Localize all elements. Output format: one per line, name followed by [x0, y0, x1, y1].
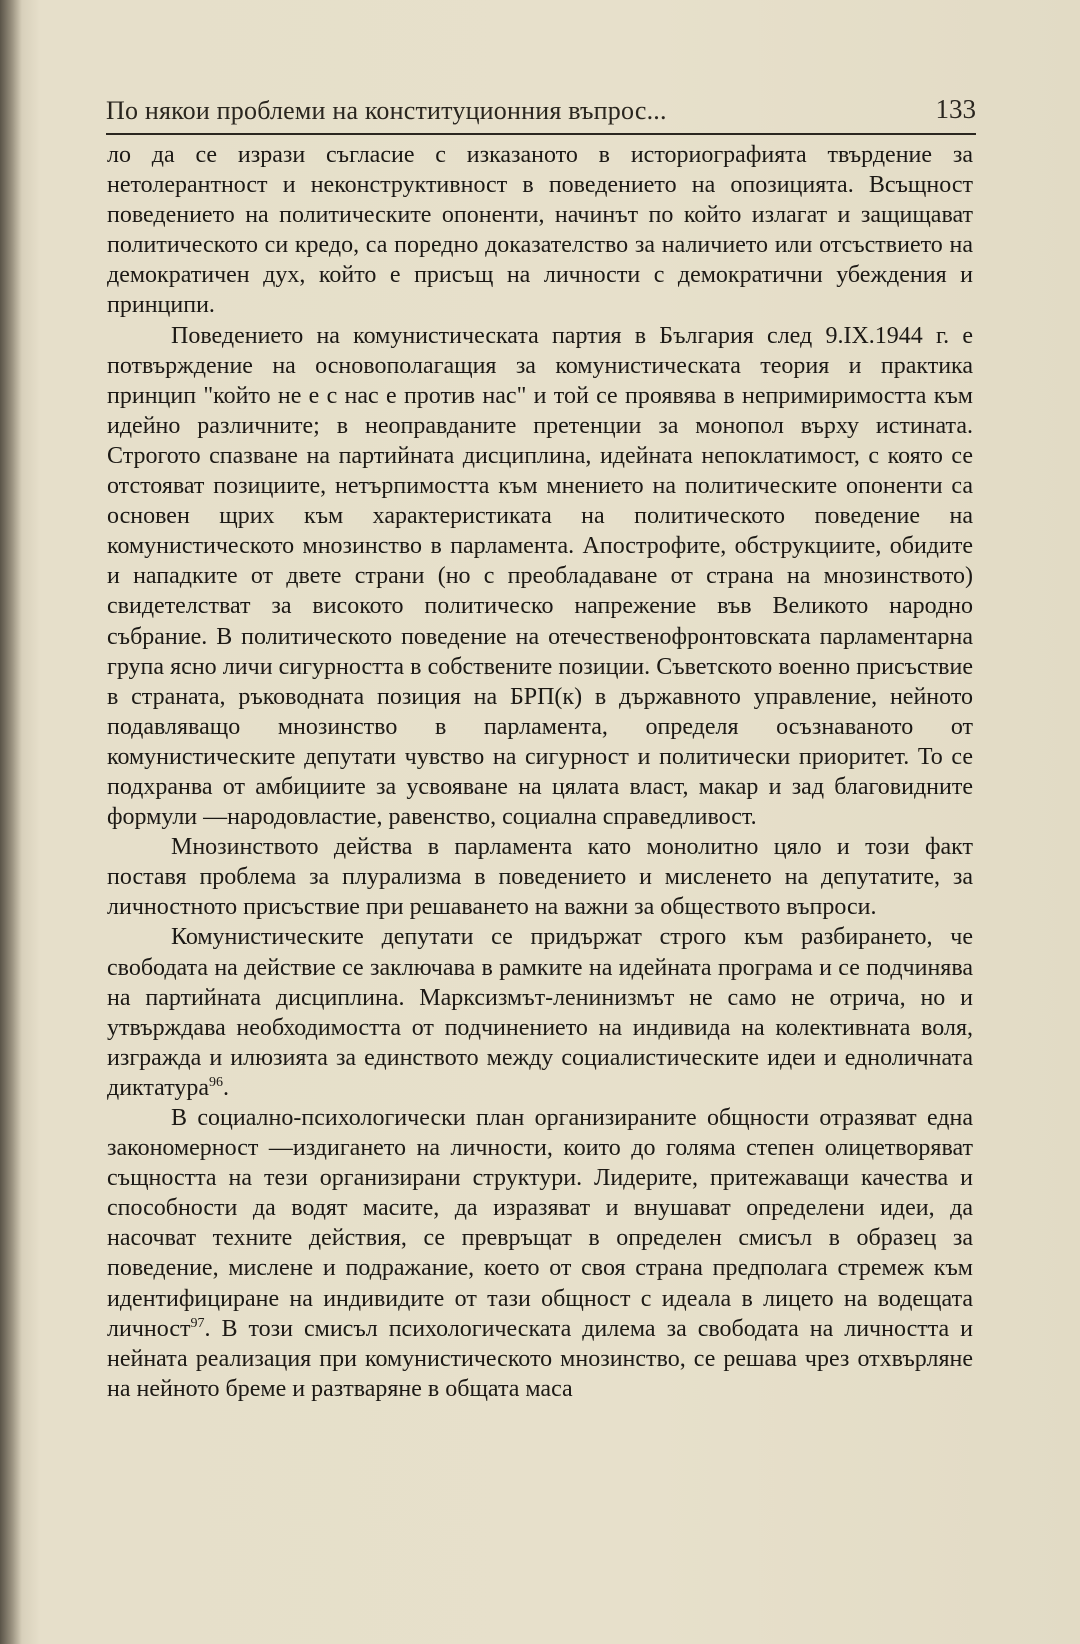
- paragraph-5: [107, 1103, 973, 1404]
- footnote-ref-96: 96: [209, 1074, 224, 1090]
- body-text: [107, 140, 973, 1404]
- paragraph-1: ло да се изрази съгласие с изказаното в историографията твърдение за нетолерантност и неконструктивност в поведението на опозицията. Всъщност поведението на политическите опоненти, начинът по който излагат и защищават политическото си кредо, са поредно доказателство за наличието или отсъствието на демократичен дух, който е присъщ на личности с демократични убеждения и принципи.: [107, 142, 973, 319]
- paragraph-4: [107, 922, 973, 1103]
- running-title: По някои проблеми на конституционния въпрос...: [106, 96, 667, 125]
- running-header: [0, 92, 976, 132]
- page-number: 133: [935, 94, 976, 124]
- header-rule: [106, 133, 976, 135]
- paragraph-2: Поведението на комунистическата партия в България след 9.IX.1944 г. е потвърждение на основополагащия за комунистическата теория и практика принцип "който не е с нас е против нас" и той се проявява в непримиримостта към идейно различните; в неоправданите претенции за монопол върху истината. Строгото спазване на партийната дисциплина, идейната непоклатимост, с която се отстояват позициите, нетърпимостта към мнението на политическите опоненти са основен щрих към характеристиката на политическото поведение на комунистическото мнозинство в парламента. Апострофите, обструкциите, обидите и нападките от двете страни (но с преобладаване от страна на мнозинството) свидетелстват за високото политическо напрежение във Великото народно събрание. В политическото поведение на отечественофронтовската парламентарна група ясно личи сигурността в собствените позиции. Съветското военно присъствие в страната, ръководната позиция на БРП(к) в държавното управление, нейното подавляващо мнозинство в парламента, определя осъзнаваното от комунистическите депутати чувство на сигурност и политически приоритет. То се подхранва от амбициите за усвояване на цялата власт, макар и зад благовидните формули —народовластие, равенство, социална справедливост.: [107, 322, 973, 831]
- paragraph-5-text-after: . В този смисъл психологическата дилема за свободата на личността и нейната реализация при комунистическото мнозинство, се решава чрез отхвърляне на нейното бреме и разтваряне в общата маса: [107, 1315, 973, 1402]
- paragraph-4-text-after: .: [223, 1074, 230, 1101]
- paragraph-4-text: Комунистическите депутати се придържат строго към разбирането, че свободата на действие се заключава в рамките на идейната програма и се подчинява на партийната дисциплина. Марксизмът-ленинизмът не само не отрича, но и утвърждава необходимостта от подчинението на индивида на колективната воля, изгражда и илюзията за единството между социалистическите идеи и едноличната диктатура: [107, 924, 973, 1101]
- paragraph-3: Мнозинството действа в парламента като монолитно цяло и този факт поставя проблема за плурализма в поведението и мисленето на депутатите, за личностното присъствие при решаването на важни за обществото въпроси.: [107, 834, 973, 921]
- footnote-ref-97: 97: [190, 1315, 205, 1331]
- paragraph-5-text: В социално-психологически план организираните общности отразяват една закономерност —издигането на личности, които до голяма степен олицетворяват същността на тези организирани структури. Лидерите, притежаващи качества и способности да водят масите, да изразяват и внушават определени идеи, да насочват техните действия, се превръщат в определен смисъл в образец за поведение, мислене и подражание, което от своя страна предполага стремеж към идентифициране на индивидите от тази общност с идеала в лицето на водещата личност: [107, 1105, 973, 1342]
